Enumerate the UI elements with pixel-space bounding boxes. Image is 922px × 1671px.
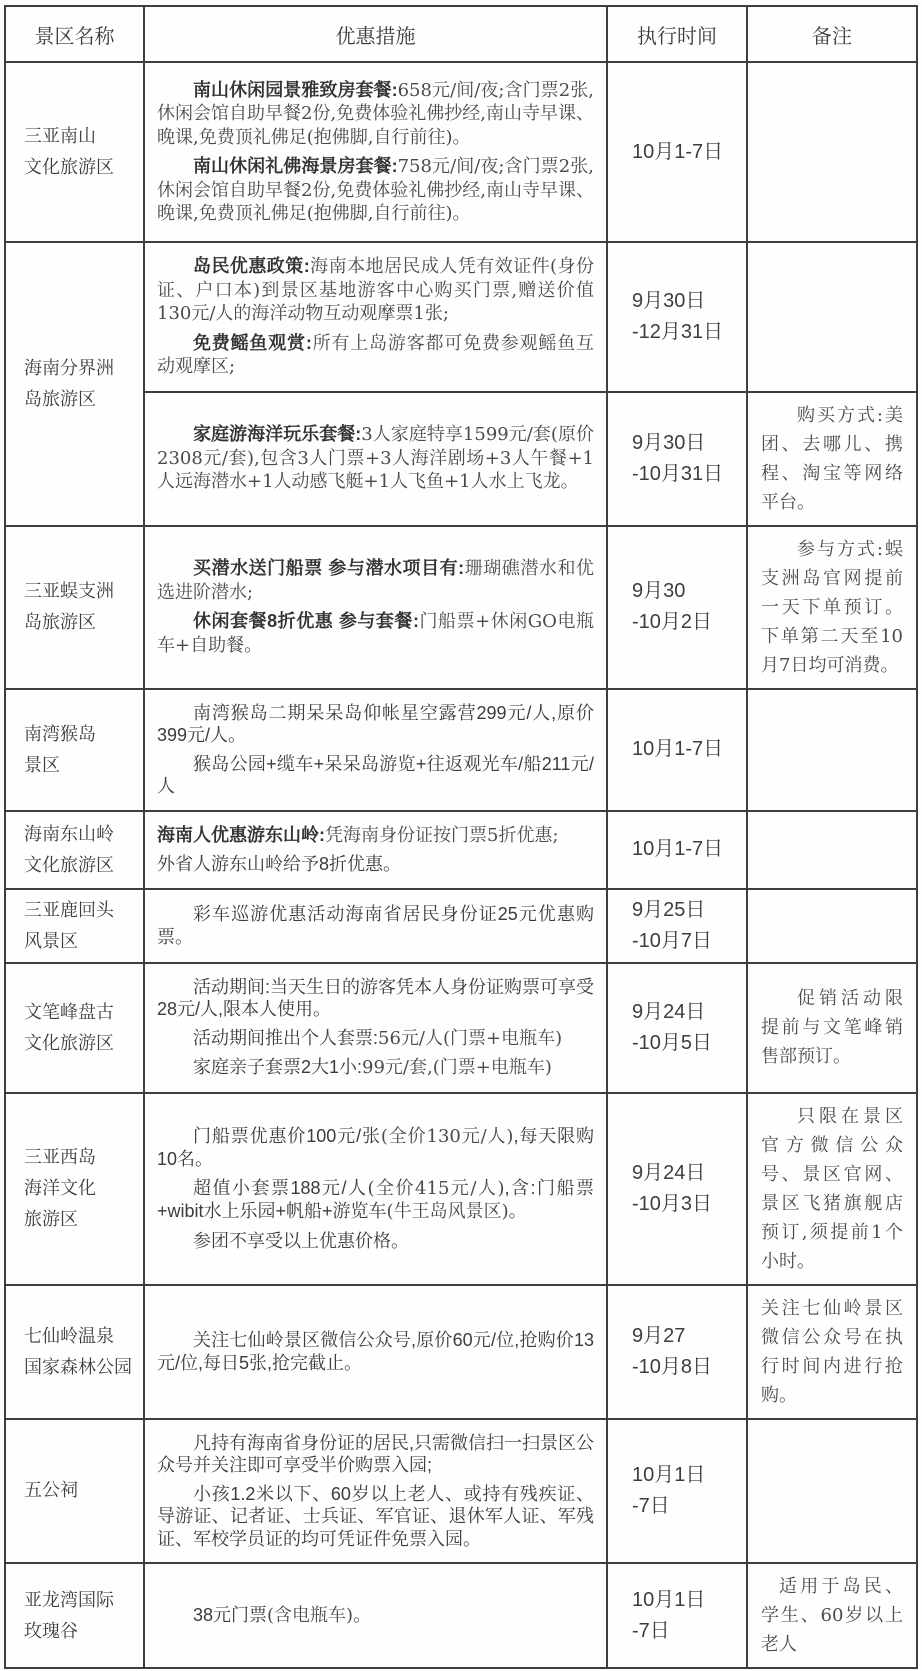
measure-paragraph [157, 423, 594, 494]
execution-time: 9月24日 -10月5日 [607, 963, 747, 1093]
text-segment: 岛民优惠政策: [193, 256, 310, 276]
text-segment: 珊瑚礁潜水和优选进阶潜水; [157, 558, 595, 603]
text-segment: 海南人优惠游东山岭: [157, 824, 325, 845]
scenic-area-name: 三亚鹿回头 风景区 [5, 889, 144, 963]
text-segment: 外省人游东山岭给予8折优惠。 [157, 854, 402, 874]
measures-cell [144, 963, 607, 1093]
text-segment: 758元/间/夜;含门票2张,休闲会馆自助早餐2份,免费体验礼佛抄经,南山寺早课、晚课,免费顶礼佛足(抱佛脚,自行前往)。 [157, 156, 594, 224]
text-segment: 超值小套票188元/人 [193, 1177, 368, 1198]
measures-cell [144, 689, 607, 811]
remark-text: 适用于岛民、学生、60岁以上老人 [761, 1576, 903, 1655]
scenic-area-name: 三亚蜈支洲 岛旅游区 [5, 526, 144, 689]
measure-paragraph [157, 1027, 594, 1051]
remark-cell [747, 392, 917, 526]
table-row [5, 1563, 917, 1668]
measures-cell [144, 1093, 607, 1285]
text-segment: 38元门票 [193, 1604, 268, 1625]
execution-time: 9月24日 -10月3日 [607, 1093, 747, 1285]
remark-cell [747, 62, 917, 242]
execution-time: 9月30 -10月2日 [607, 526, 747, 689]
table-row [5, 1093, 917, 1285]
text-segment: ,每天限购10名。 [157, 1125, 594, 1170]
text-segment: 门船票+休闲GO电瓶车+自助餐。 [157, 611, 594, 656]
remark-text: 促销活动限提前与文笔峰销售部预订。 [761, 988, 903, 1067]
remark-cell [747, 963, 917, 1093]
text-segment: 彩车巡游优惠活动海南省居民身份证25元优惠购票。 [157, 904, 594, 947]
measure-paragraph [157, 1177, 594, 1224]
measures-cell [144, 242, 607, 392]
execution-time: 10月1-7日 [607, 811, 747, 889]
text-segment: 买潜水送门船票 参与潜水项目有: [193, 558, 465, 578]
measure-paragraph [157, 255, 594, 326]
remark-cell [747, 242, 917, 392]
text-segment: 免费鳐鱼观赏: [193, 332, 312, 353]
scenic-area-name: 三亚南山 文化旅游区 [5, 62, 144, 242]
measures-cell [144, 526, 607, 689]
table-row [5, 62, 917, 242]
measure-paragraph [157, 1604, 594, 1628]
measure-paragraph [157, 557, 594, 604]
text-segment: 家庭游海洋玩乐套餐: [193, 424, 362, 445]
text-segment: 南山休闲园景雅致房套餐: [193, 79, 398, 100]
text-segment: 小孩1.2米以下、60岁以上老人、或持有残疾证、导游证、记者证、士兵证、军官证、退休军人证、军残证、军校学员证的均可凭证件免票入园。 [157, 1483, 594, 1549]
remark-cell [747, 689, 917, 811]
table-row [5, 526, 917, 689]
table-row [5, 242, 917, 392]
text-segment: (全价415元/人) [367, 1177, 505, 1199]
col-header-measures: 优惠措施 [144, 6, 607, 62]
table-row [5, 963, 917, 1093]
text-segment: 关注七仙岭景区微信公众号,原价60元/位,抢购价13元/位,每日5张,抢完截止。 [157, 1330, 594, 1373]
execution-time: 9月27 -10月8日 [607, 1285, 747, 1419]
table-row [5, 889, 917, 963]
remark-cell [747, 889, 917, 963]
scenic-area-name: 七仙岭温泉 国家森林公园 [5, 1285, 144, 1419]
measures-cell [144, 1419, 607, 1564]
measures-cell [144, 392, 607, 526]
remark-cell [747, 1093, 917, 1285]
text-segment: 所有上岛游客都可免费参观鳐鱼互动观摩区; [157, 332, 595, 377]
measures-cell [144, 811, 607, 889]
col-header-time: 执行时间 [607, 6, 747, 62]
col-header-remark: 备注 [747, 6, 917, 62]
remark-text: 购买方式:美团、去哪儿、携程、淘宝等网络平台。 [761, 404, 903, 513]
measure-paragraph [157, 824, 594, 848]
measure-paragraph [157, 1432, 594, 1477]
remark-text: 关注七仙岭景区微信公众号在执行时间内进行抢购。 [761, 1297, 903, 1406]
measure-paragraph [157, 1230, 594, 1253]
measures-cell [144, 62, 607, 242]
remark-text: 参与方式:蜈支洲岛官网提前一天下单预订。下单第二天至10月7日均可消费。 [761, 538, 903, 676]
measure-paragraph [157, 1125, 594, 1171]
measure-paragraph [157, 332, 594, 379]
remark-cell [747, 526, 917, 689]
text-segment: 活动期间:当天生日的游客凭本人身份证购票可享受28元/人,限本人使用。 [157, 976, 594, 1019]
header-row [5, 6, 917, 62]
measure-paragraph [157, 853, 594, 876]
execution-time: 9月30日 -10月31日 [607, 392, 747, 526]
scenic-area-name: 三亚西岛 海洋文化 旅游区 [5, 1093, 144, 1285]
text-segment: 南湾猴岛二期呆呆岛仰帐星空露营299元/人,原价399元/人。 [157, 702, 594, 745]
remark-cell [747, 1419, 917, 1564]
table-row [5, 811, 917, 889]
remark-cell [747, 811, 917, 889]
text-segment: 海南本地居民成人凭有效证件(身份证、户口本)到景区基地游客中心购买门票,赠送价值130元/人的海洋动物互动观摩票1张; [157, 256, 594, 324]
remark-cell [747, 1285, 917, 1419]
text-segment: 猴岛公园+缆车+呆呆岛游览+往返观光车/船211元/人 [157, 753, 594, 796]
text-segment: 56元/人(门票+电瓶车) [378, 1027, 563, 1049]
scenic-area-name: 五公祠 [5, 1419, 144, 1564]
table-row [5, 689, 917, 811]
text-segment: 。 [508, 1201, 527, 1222]
measure-paragraph [157, 610, 594, 657]
scenic-area-name: 文笔峰盘古 文化旅游区 [5, 963, 144, 1093]
measure-paragraph [157, 702, 594, 747]
text-segment: 活动期间推出个人套票: [193, 1027, 378, 1048]
execution-time: 9月25日 -10月7日 [607, 889, 747, 963]
text-segment: 658元/间/夜;含门票2张,休闲会馆自助早餐2份,免费体验礼佛抄经,南山寺早课、晚课,免费顶礼佛足(抱佛脚,自行前往)。 [157, 79, 594, 148]
text-segment: 99元/套,(门票+电瓶车) [362, 1057, 552, 1078]
text-segment: 3人家庭特享1599元/套(原价2308元/套),包含3人门票+3人海洋剧场+3人午餐+1人远海潜水+1人动感飞艇+1人飞鱼+1人水上飞龙。 [157, 424, 594, 493]
measures-cell [144, 1563, 607, 1668]
remark-cell [747, 1563, 917, 1668]
measure-paragraph [157, 1056, 594, 1080]
scenic-area-discount-table [4, 5, 918, 1669]
text-segment: 南山休闲礼佛海景房套餐: [193, 156, 398, 176]
table-body [5, 62, 917, 1668]
text-segment: (牛王岛风景区) [386, 1201, 509, 1223]
text-segment: ,含:门船票+wibit水上乐园+帆船+游览车 [157, 1177, 594, 1222]
table-row [5, 1285, 917, 1419]
table-row [5, 1419, 917, 1564]
scenic-area-name: 亚龙湾国际 玫瑰谷 [5, 1563, 144, 1668]
measure-paragraph [157, 976, 594, 1021]
col-header-scenic-area: 景区名称 [5, 6, 144, 62]
measure-paragraph [157, 155, 594, 226]
text-segment: 门船票优惠价100元/张 [193, 1125, 381, 1146]
text-segment: 家庭亲子套票2大1小: [193, 1057, 363, 1077]
measures-cell [144, 1285, 607, 1419]
execution-time: 10月1日 -7日 [607, 1563, 747, 1668]
scenic-area-name: 海南分界洲 岛旅游区 [5, 242, 144, 526]
text-segment: 休闲套餐8折优惠 参与套餐: [193, 611, 419, 631]
scenic-area-name: 南湾猴岛 景区 [5, 689, 144, 811]
measure-paragraph [157, 1329, 594, 1374]
remark-text: 只限在景区官方微信公众号、景区官网、景区飞猪旗舰店预订,须提前1个小时。 [761, 1105, 903, 1272]
measure-paragraph [157, 903, 594, 948]
measure-paragraph [157, 1483, 594, 1551]
execution-time: 9月30日 -12月31日 [607, 242, 747, 392]
execution-time: 10月1-7日 [607, 689, 747, 811]
text-segment: 参团不享受以上优惠价格。 [193, 1230, 409, 1251]
text-segment: 凭海南身份证按门票5折优惠; [325, 824, 559, 846]
text-segment: 。 [353, 1604, 372, 1625]
measure-paragraph [157, 753, 594, 798]
measure-paragraph [157, 79, 594, 150]
measures-cell [144, 889, 607, 963]
text-segment: (全价130元/人) [380, 1125, 514, 1147]
text-segment: (含电瓶车) [267, 1604, 354, 1626]
text-segment: 凡持有海南省身份证的居民,只需微信扫一扫景区公众号并关注即可享受半价购票入园; [157, 1432, 594, 1475]
execution-time: 10月1日 -7日 [607, 1419, 747, 1564]
execution-time: 10月1-7日 [607, 62, 747, 242]
scenic-area-name: 海南东山岭 文化旅游区 [5, 811, 144, 889]
